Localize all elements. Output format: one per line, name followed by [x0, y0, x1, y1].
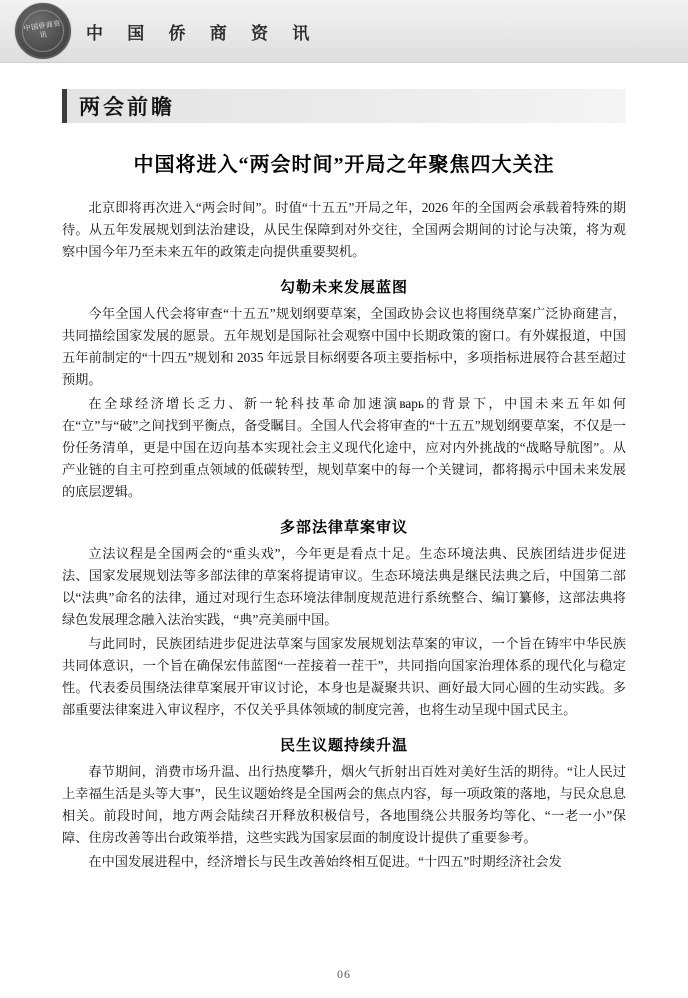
page-number: 06 — [337, 967, 351, 981]
page-body — [0, 89, 688, 998]
circular-seal-logo-icon — [15, 3, 71, 59]
article-headline: 中国将进入“两会时间”开局之年聚焦四大关注 — [133, 154, 555, 176]
article-subheading: 民生议题持续升温 — [279, 738, 408, 754]
article-paragraph: 北京即将再次进入“两会时间”。时值“十五五”开局之年，2026 年的全国两会承载着特殊的期待。从五年发展规划到法治建设，从民生保障到对外交往，全国两会期间的讨论与决策，将为观察中国今年乃至未来五年的政策走向提供重要契机。 — [62, 200, 626, 259]
article-paragraph: 在中国发展进程中，经济增长与民生改善始终相互促进。“十四五”时期经济社会发 — [88, 854, 562, 869]
article-paragraph: 立法议程是全国两会的“重头戏”，今年更是看点十足。生态环境法典、民族团结进步促进法、国家发展规划法等多部法律的草案将提请审议。生态环境法典是继民法典之后，中国第二部以“法典”命名的法律，通过对现行生态环境法律制度规范进行系统整合、编订纂修，这部法典将绿色发展理念融入法治实践，“典”亮美丽中国。 — [62, 546, 626, 627]
logo-container — [0, 3, 86, 59]
section-banner — [62, 89, 626, 123]
masthead — [0, 0, 688, 63]
article-paragraph: 在全球经济增长乏力、新一轮科技革命加速演варь的背景下，中国未来五年如何在“立”与“破”之间找到平衡点，备受瞩目。全国人代会将审查的“十五五”规划纲要草案，不仅是一份任务清单，更是中国在迈向基本实现社会主义现代化途中，应对内外挑战的“战略导航图”。从产业链的自主可控到重点领域的低碳转型，规划草案中的每一个关键词，都将揭示中国未来发展的底层逻辑。 — [62, 396, 626, 499]
article-body — [62, 197, 626, 873]
article-paragraph: 今年全国人代会将审查“十五五”规划纲要草案，全国政协会议也将围绕草案广泛协商建言，共同描绘国家发展的愿景。五年规划是国际社会观察中国中长期政策的窗口。有外媒报道，中国五年前制定的“十四五”规划和 2035 年远景目标纲要各项主要指标中，多项指标进展符合甚至超过预期。 — [62, 306, 626, 387]
article-subheading: 勾勒未来发展蓝图 — [279, 280, 408, 296]
article-paragraph: 春节期间，消费市场升温、出行热度攀升，烟火气折射出百姓对美好生活的期待。“让人民过上幸福生活是头等大事”，民生议题始终是全国两会的焦点内容，每一项政策的落地，与民众息息相关。前段时间，地方两会陆续召开释放积极信号，各地围绕公共服务均等化、“一老一小”保障、住房改善等出台政策举措，这些实践为国家层面的制度设计提供了重要参考。 — [62, 764, 626, 845]
article-paragraph: 与此同时，民族团结进步促进法草案与国家发展规划法草案的审议，一个旨在铸牢中华民族共同体意识，一个旨在确保宏伟蓝图“一茬接着一茬干”，共同指向国家治理体系的现代化与稳定性。代表委员围绕法律草案展开审议讨论，本身也是凝聚共识、画好最大同心圆的生动实践。多部重要法律案进入审议程序，不仅关乎具体领域的制度完善，也将生动呈现中国式民主。 — [62, 636, 626, 717]
logo-seal-text: 中国侨商资讯 — [23, 19, 62, 40]
section-title: 两会前瞻 — [79, 95, 175, 119]
section-accent-bar — [62, 89, 67, 123]
publication-title: 中 国 侨 商 资 讯 — [86, 23, 320, 43]
article-subheading: 多部法律草案审议 — [279, 520, 408, 536]
